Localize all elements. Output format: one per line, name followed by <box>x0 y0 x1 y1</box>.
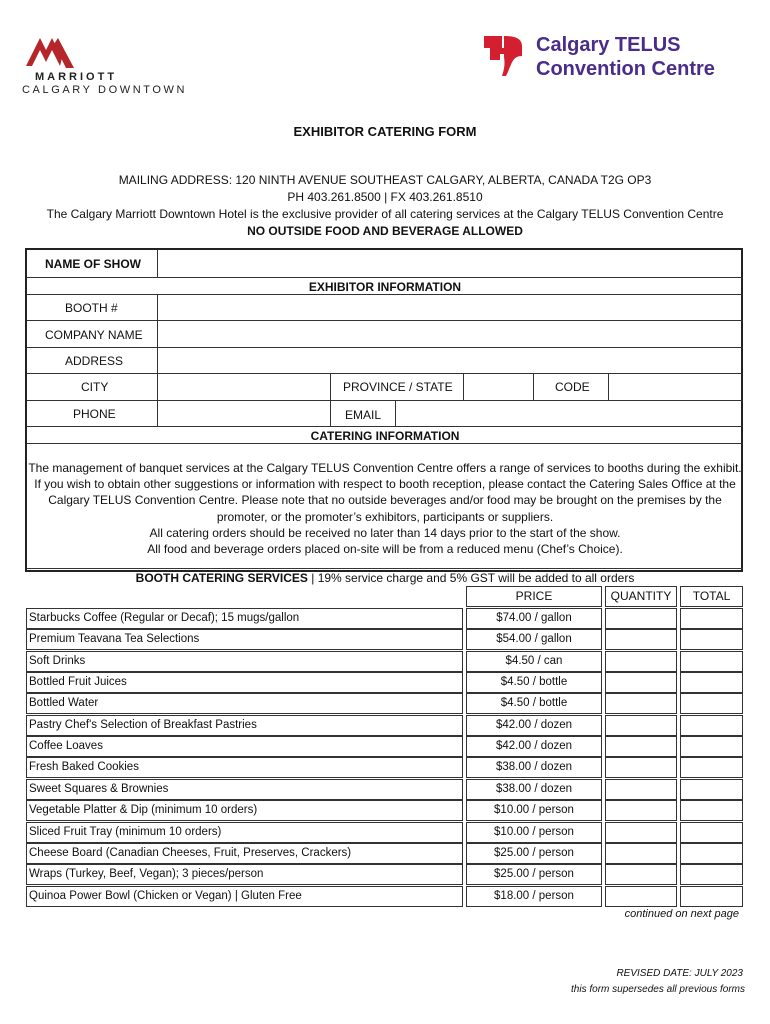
item-price: $18.00 / person <box>466 886 602 907</box>
table-row <box>25 843 743 864</box>
item-price: $54.00 / gallon <box>466 629 602 650</box>
item-name: Fresh Baked Cookies <box>26 757 463 778</box>
quantity-field[interactable] <box>605 651 677 672</box>
total-field[interactable] <box>680 822 743 843</box>
item-price: $38.00 / dozen <box>466 779 602 800</box>
total-field[interactable] <box>680 864 743 885</box>
item-price: $74.00 / gallon <box>466 608 602 629</box>
phone-fax: PH 403.261.8500 | FX 403.261.8510 <box>287 190 483 204</box>
quantity-field[interactable] <box>605 822 677 843</box>
quantity-field[interactable] <box>605 693 677 714</box>
item-price: $10.00 / person <box>466 822 602 843</box>
item-price: $25.00 / person <box>466 843 602 864</box>
continued-note: continued on next page <box>624 908 739 920</box>
item-name: Cheese Board (Canadian Cheeses, Fruit, Preserves, Crackers) <box>26 843 463 864</box>
city-label: CITY <box>81 380 109 394</box>
address-field[interactable] <box>158 347 743 373</box>
table-row <box>25 779 743 800</box>
quantity-field[interactable] <box>605 736 677 757</box>
booth-services-heading: BOOTH CATERING SERVICES | 19% service charge and 5% GST will be added to all orders <box>135 571 635 585</box>
table-row <box>25 822 743 843</box>
item-name: Pastry Chef's Selection of Breakfast Pastries <box>26 715 463 736</box>
quantity-field[interactable] <box>605 779 677 800</box>
phone-field[interactable] <box>158 400 330 426</box>
total-field[interactable] <box>680 629 743 650</box>
quantity-field[interactable] <box>605 629 677 650</box>
total-field[interactable] <box>680 843 743 864</box>
marriott-location: CALGARY DOWNTOWN <box>22 84 188 96</box>
total-field[interactable] <box>680 886 743 907</box>
total-field[interactable] <box>680 757 743 778</box>
item-price: $42.00 / dozen <box>466 736 602 757</box>
total-field[interactable] <box>680 715 743 736</box>
table-row <box>25 864 743 885</box>
email-field[interactable] <box>396 400 743 426</box>
revised-date: REVISED DATE: JULY 2023 <box>616 968 743 979</box>
form-title: EXHIBITOR CATERING FORM <box>293 124 477 139</box>
quantity-field[interactable] <box>605 672 677 693</box>
quantity-field[interactable] <box>605 864 677 885</box>
code-field[interactable] <box>609 373 743 400</box>
item-name: Sliced Fruit Tray (minimum 10 orders) <box>26 822 463 843</box>
quantity-header: QUANTITY <box>605 586 677 607</box>
phone-label: PHONE <box>73 407 116 421</box>
no-outside-food-notice: NO OUTSIDE FOOD AND BEVERAGE ALLOWED <box>247 224 523 238</box>
total-field[interactable] <box>680 672 743 693</box>
telus-line2: Convention Centre <box>536 58 715 80</box>
mailing-address: MAILING ADDRESS: 120 NINTH AVENUE SOUTHEAST CALGARY, ALBERTA, CANADA T2G OP3 <box>118 173 652 187</box>
total-header: TOTAL <box>680 586 743 607</box>
total-field[interactable] <box>680 651 743 672</box>
table-row <box>25 693 743 714</box>
table-row <box>25 651 743 672</box>
item-price: $4.50 / bottle <box>466 693 602 714</box>
telus-line1: Calgary TELUS <box>536 34 681 56</box>
exhibitor-info-heading: EXHIBITOR INFORMATION <box>308 280 462 294</box>
table-row <box>25 736 743 757</box>
item-name: Quinoa Power Bowl (Chicken or Vegan) | Gluten Free <box>26 886 463 907</box>
table-row <box>25 886 743 907</box>
item-price: $10.00 / person <box>466 800 602 821</box>
table-row <box>25 757 743 778</box>
quantity-field[interactable] <box>605 800 677 821</box>
item-name: Premium Teavana Tea Selections <box>26 629 463 650</box>
item-price: $4.50 / bottle <box>466 672 602 693</box>
item-name: Sweet Squares & Brownies <box>26 779 463 800</box>
item-name: Coffee Loaves <box>26 736 463 757</box>
table-row <box>25 629 743 650</box>
company-name-label: COMPANY NAME <box>45 328 143 342</box>
name-of-show-field[interactable] <box>158 250 743 277</box>
marriott-logo <box>22 34 222 98</box>
table-row <box>25 715 743 736</box>
item-price: $4.50 / can <box>466 651 602 672</box>
email-label: EMAIL <box>345 408 382 422</box>
exhibitor-form <box>25 248 743 572</box>
item-price: $25.00 / person <box>466 864 602 885</box>
catering-paragraph: The management of banquet services at the Calgary TELUS Convention Centre offers a range of services to booths during the exhibit. If you wish to obtain other suggestions or information with respect to booth reception, please contact the Catering Sales Office at the Calgary TELUS Convention Centre. Please note that no outside beverages and/or food may be brought on the premises by the promoter, or the promoter’s exhibitors, participants or suppliers. All catering orders should be received no later than 14 days prior to the start of the show. All food and beverage orders placed on-site will be from a reduced menu (Chef’s Choice). <box>28 461 742 557</box>
quantity-field[interactable] <box>605 843 677 864</box>
booth-label: BOOTH # <box>65 301 118 315</box>
supersedes-note: this form supersedes all previous forms <box>571 984 745 995</box>
item-price: $42.00 / dozen <box>466 715 602 736</box>
table-row <box>25 608 743 629</box>
marriott-name: MARRIOTT <box>35 71 118 83</box>
quantity-field[interactable] <box>605 608 677 629</box>
company-name-field[interactable] <box>158 320 743 347</box>
item-name: Soft Drinks <box>26 651 463 672</box>
item-name: Bottled Water <box>26 693 463 714</box>
quantity-field[interactable] <box>605 715 677 736</box>
price-header: PRICE <box>466 586 602 607</box>
item-name: Bottled Fruit Juices <box>26 672 463 693</box>
total-field[interactable] <box>680 779 743 800</box>
address-label: ADDRESS <box>65 354 124 368</box>
province-label: PROVINCE / STATE <box>343 380 453 394</box>
province-field[interactable] <box>464 373 533 400</box>
exclusive-provider-note: The Calgary Marriott Downtown Hotel is the exclusive provider of all catering services at the Calgary TELUS Convention Centre <box>46 207 724 221</box>
total-field[interactable] <box>680 693 743 714</box>
item-name: Starbucks Coffee (Regular or Decaf); 15 mugs/gallon <box>26 608 463 629</box>
marriott-m-icon <box>24 34 80 68</box>
booth-field[interactable] <box>158 294 743 320</box>
city-field[interactable] <box>158 373 330 400</box>
telus-logo <box>482 34 742 84</box>
name-of-show-label: NAME OF SHOW <box>45 257 141 271</box>
item-name: Wraps (Turkey, Beef, Vegan); 3 pieces/person <box>26 864 463 885</box>
telus-flag-icon <box>482 34 524 78</box>
item-name: Vegetable Platter & Dip (minimum 10 orders) <box>26 800 463 821</box>
catering-info-heading: CATERING INFORMATION <box>310 429 460 443</box>
total-field[interactable] <box>680 800 743 821</box>
code-label: CODE <box>555 380 590 394</box>
item-price: $38.00 / dozen <box>466 757 602 778</box>
quantity-field[interactable] <box>605 886 677 907</box>
total-field[interactable] <box>680 736 743 757</box>
table-row <box>25 800 743 821</box>
table-row <box>25 672 743 693</box>
total-field[interactable] <box>680 608 743 629</box>
quantity-field[interactable] <box>605 757 677 778</box>
